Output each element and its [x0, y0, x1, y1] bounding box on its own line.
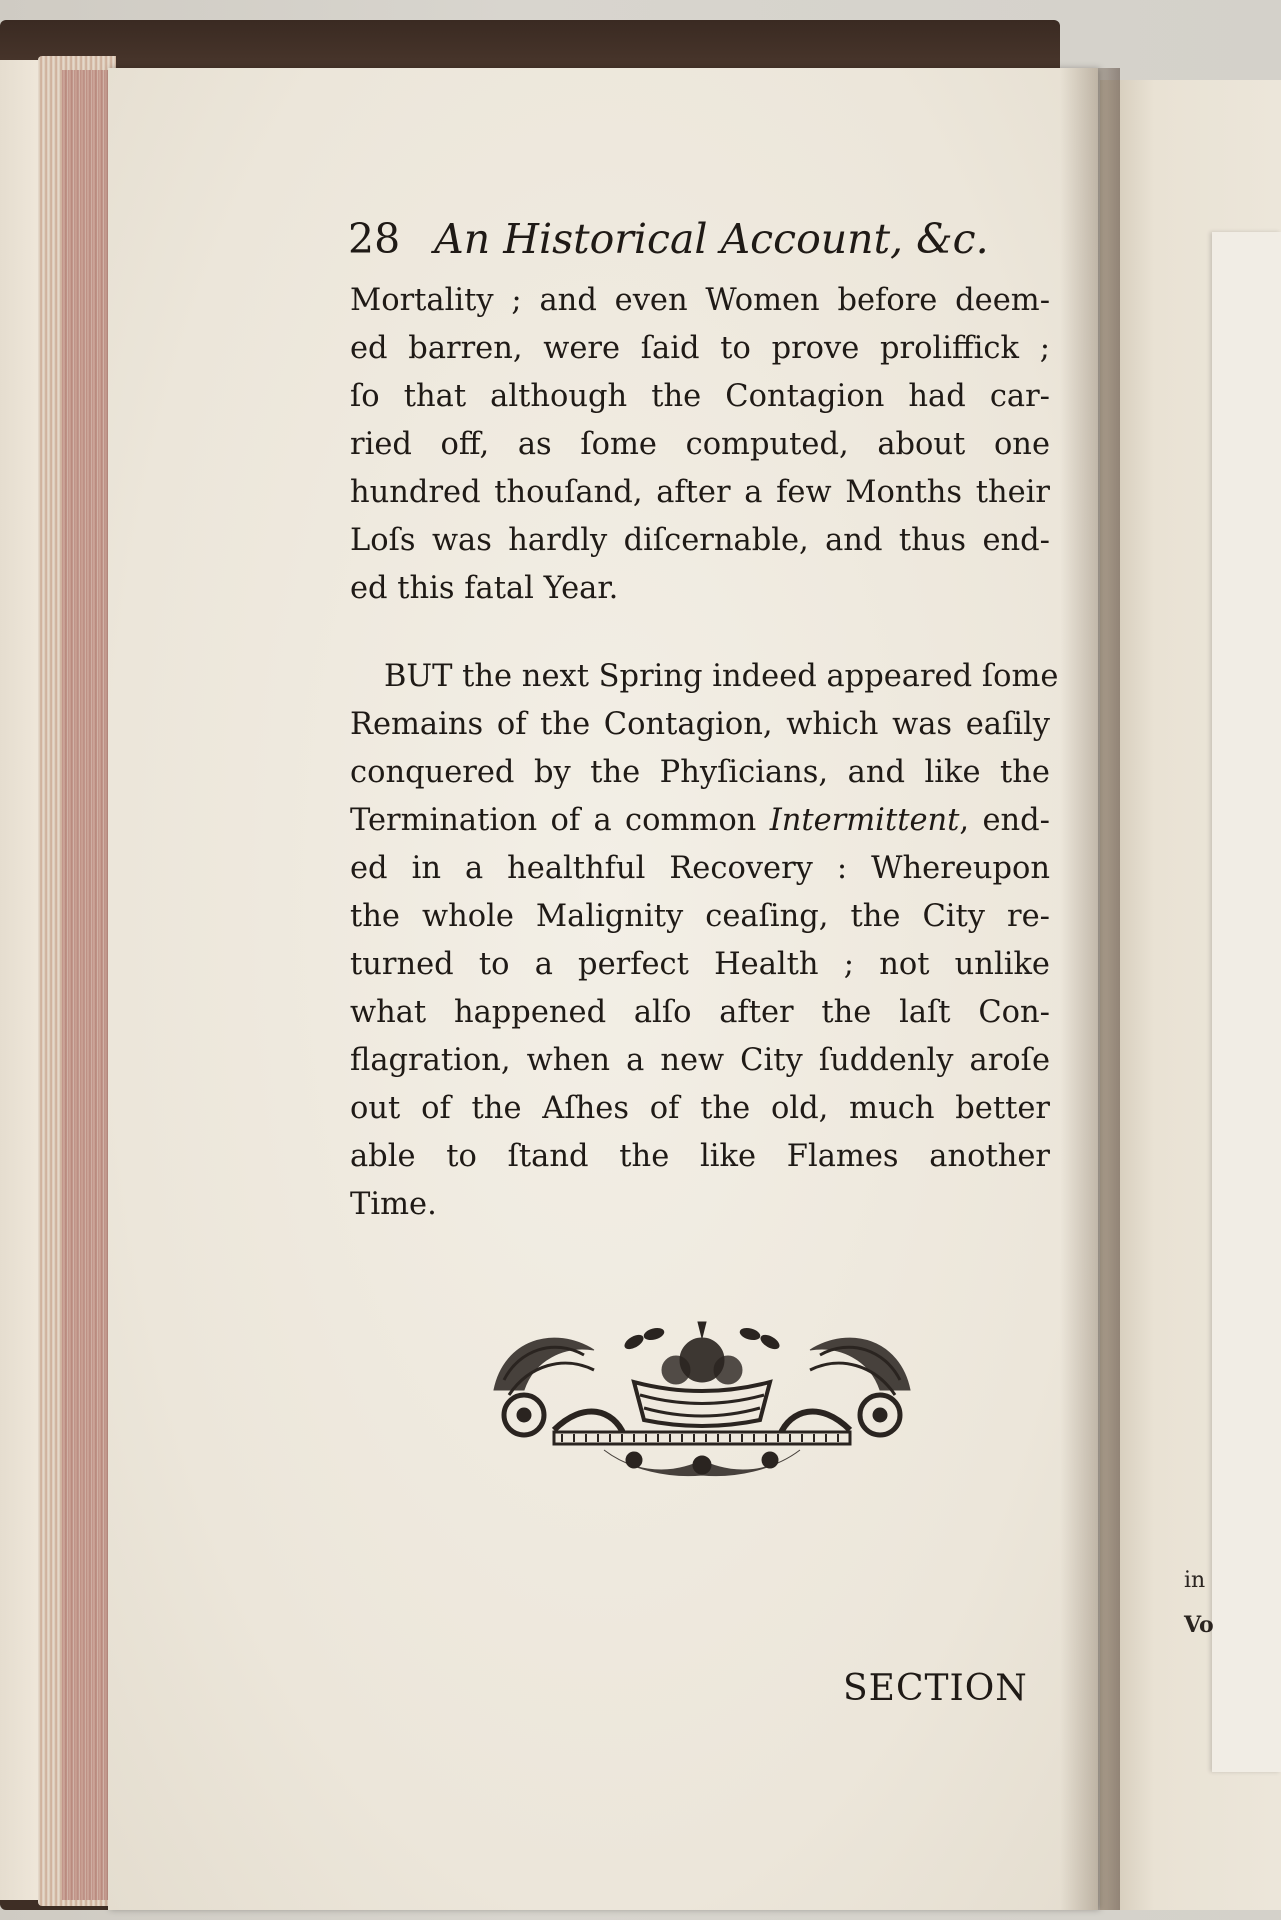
facing-page-fragment-2: Vo: [1184, 1612, 1214, 1638]
gutter-shadow: [1060, 68, 1120, 1910]
text-line: BUT the next Spring indeed appeared ſome: [384, 659, 1059, 694]
text-line: Time.: [350, 1187, 437, 1222]
line-end: , end-: [959, 803, 1050, 838]
page-number: 28: [348, 215, 401, 263]
running-title: An Historical Account, &c.: [434, 215, 989, 263]
text-line-with-italic: [350, 797, 1050, 845]
text-line: ed in a healthful Recovery : Whereupon: [350, 851, 1050, 886]
text-line: ed this fatal Year.: [350, 571, 619, 606]
red-stained-edges: [62, 70, 112, 1900]
paragraph-1: [350, 277, 1050, 613]
text-line: conquered by the Phyſicians, and like the: [350, 755, 1050, 790]
text-line: the whole Malignity ceaſing, the City re-: [350, 899, 1050, 934]
italic-word: Intermittent: [769, 803, 960, 838]
text-line: out of the Aſhes of the old, much better: [350, 1091, 1050, 1126]
text-line: Remains of the Contagion, which was eaſily: [350, 707, 1050, 742]
line-start: Termination of a common: [350, 803, 757, 838]
facing-page-fragment-1: in: [1184, 1568, 1206, 1593]
fleuron-ornament-icon: [484, 1320, 920, 1480]
text-line: ried off, as ſome computed, about one: [350, 427, 1050, 462]
text-line: turned to a perfect Health ; not unlike: [350, 947, 1050, 982]
text-line: what happened alſo after the laſt Con-: [350, 995, 1050, 1030]
running-head: [348, 215, 1050, 277]
text-line: able to ſtand the like Flames another: [350, 1139, 1050, 1174]
paragraph-gap: [350, 613, 1050, 653]
page-text-block: [348, 215, 1059, 1229]
inserted-slip: [1212, 232, 1281, 1772]
left-page-edge: [0, 60, 40, 1900]
paragraph-2: [350, 653, 1059, 1229]
text-line: ſo that although the Contagion had car-: [350, 379, 1050, 414]
text-line: Mortality ; and even Women before deem-: [350, 283, 1050, 318]
text-line: hundred thouſand, after a few Months their: [350, 475, 1050, 510]
catchword: SECTION: [843, 1668, 1028, 1709]
text-line: ed barren, were ſaid to prove proliffick ;: [350, 331, 1050, 366]
text-line: Loſs was hardly diſcernable, and thus end-: [350, 523, 1050, 558]
text-line: flagration, when a new City ſuddenly aroſe: [350, 1043, 1050, 1078]
